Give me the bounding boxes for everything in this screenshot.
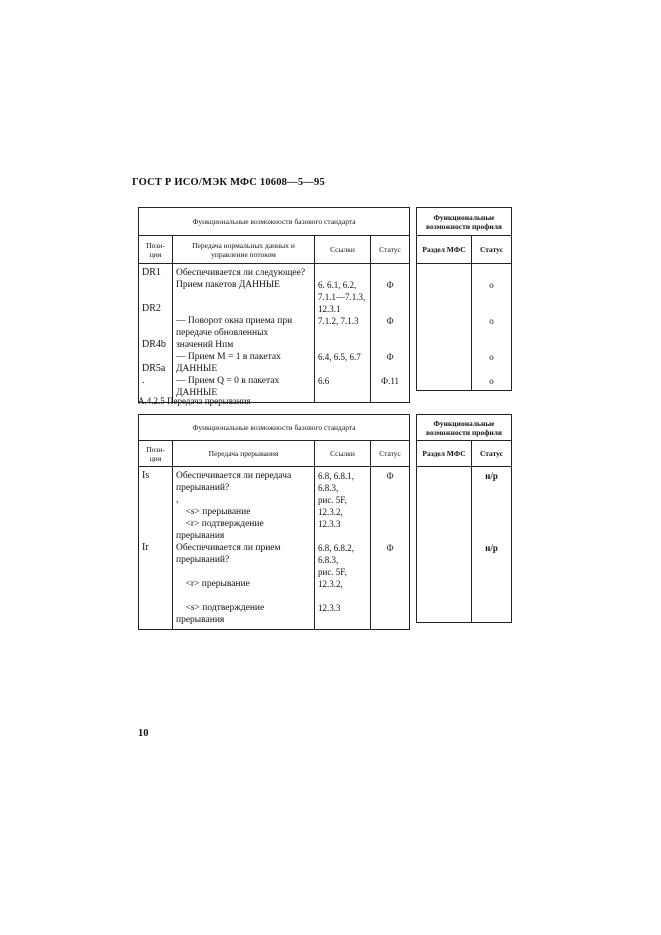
table2-col-pos: Пози- ция — [139, 441, 173, 467]
table1-desc-cell: Обеспечивается ли следующее? Прием пакетов ДАННЫЕ — Поворот окна приема при передаче обновленных значений Нпм — Прием M = 1 в пакетах ДАННЫЕ — Прием Q = 0 в пакетах ДАННЫЕ — [173, 264, 315, 403]
page-number: 10 — [138, 728, 149, 739]
table2-col-status: Статус — [371, 441, 410, 467]
table2-profile-header: Функциональные возможности профиля — [417, 415, 512, 441]
table1-col-pos: Пози- ция — [139, 236, 173, 264]
table2-col-refs: Ссылки — [315, 441, 371, 467]
table1-col-pstatus: Статус — [472, 236, 512, 264]
table2-desc-cell: Обеспечивается ли передача прерываний? , <s> прерывание <r> подтверждение прерывания Обеспечивается ли прием прерываний? <r> прерывание <s> подтверждение прерывания — [173, 467, 315, 630]
table1-status-cell: Ф Ф Ф Ф.11 — [371, 264, 410, 403]
table2-col-section: Раздел МФС — [417, 441, 472, 467]
table1-col-status: Статус — [371, 236, 410, 264]
table2-main-header: Функциональные возможности базового стандарта — [139, 415, 410, 441]
table2-profile — [416, 414, 512, 623]
table1-pos-cell: DR1 DR2 DR4b DR5a . — [139, 264, 173, 403]
document-header: ГОСТ Р ИСО/МЭК МФС 10608—5—95 — [132, 177, 325, 188]
table2-col-pstatus: Статус — [472, 441, 512, 467]
table2-pstatus-cell: н/р н/р — [472, 467, 512, 623]
table1-col-desc: Передача нормальных данных и управление потоком — [173, 236, 315, 264]
table1-main-header: Функциональные возможности базового стандарта — [139, 208, 410, 236]
table1-section-cell — [417, 264, 472, 391]
table1-profile — [416, 207, 512, 391]
table2-section-cell — [417, 467, 472, 623]
table1-profile-header: Функциональные возможности профиля — [417, 208, 512, 236]
table2-status-cell: Ф Ф — [371, 467, 410, 630]
table1-col-refs: Ссылки — [315, 236, 371, 264]
table2-col-desc: Передача прерывания — [173, 441, 315, 467]
table2-pos-cell: Is Ir — [139, 467, 173, 630]
table2-refs-cell: 6.8, 6.8.1, 6.8.3, рис. 5F, 12.3.2, 12.3.3 6.8, 6.8.2, 6.8.3, рис. 5F, 12.3.2, 12.3.3 — [315, 467, 371, 630]
table1-pstatus-cell: о о о о — [472, 264, 512, 391]
table1-refs-cell: 6. 6.1, 6.2, 7.1.1—7.1.3, 12.3.1 7.1.2, 7.1.3 6.4, 6.5, 6.7 6.6 — [315, 264, 371, 403]
table1-col-section: Раздел МФС — [417, 236, 472, 264]
table2-main — [138, 414, 410, 630]
table1-main — [138, 207, 410, 403]
section-title: А.4.2.5 Передача прерывания — [138, 396, 251, 406]
